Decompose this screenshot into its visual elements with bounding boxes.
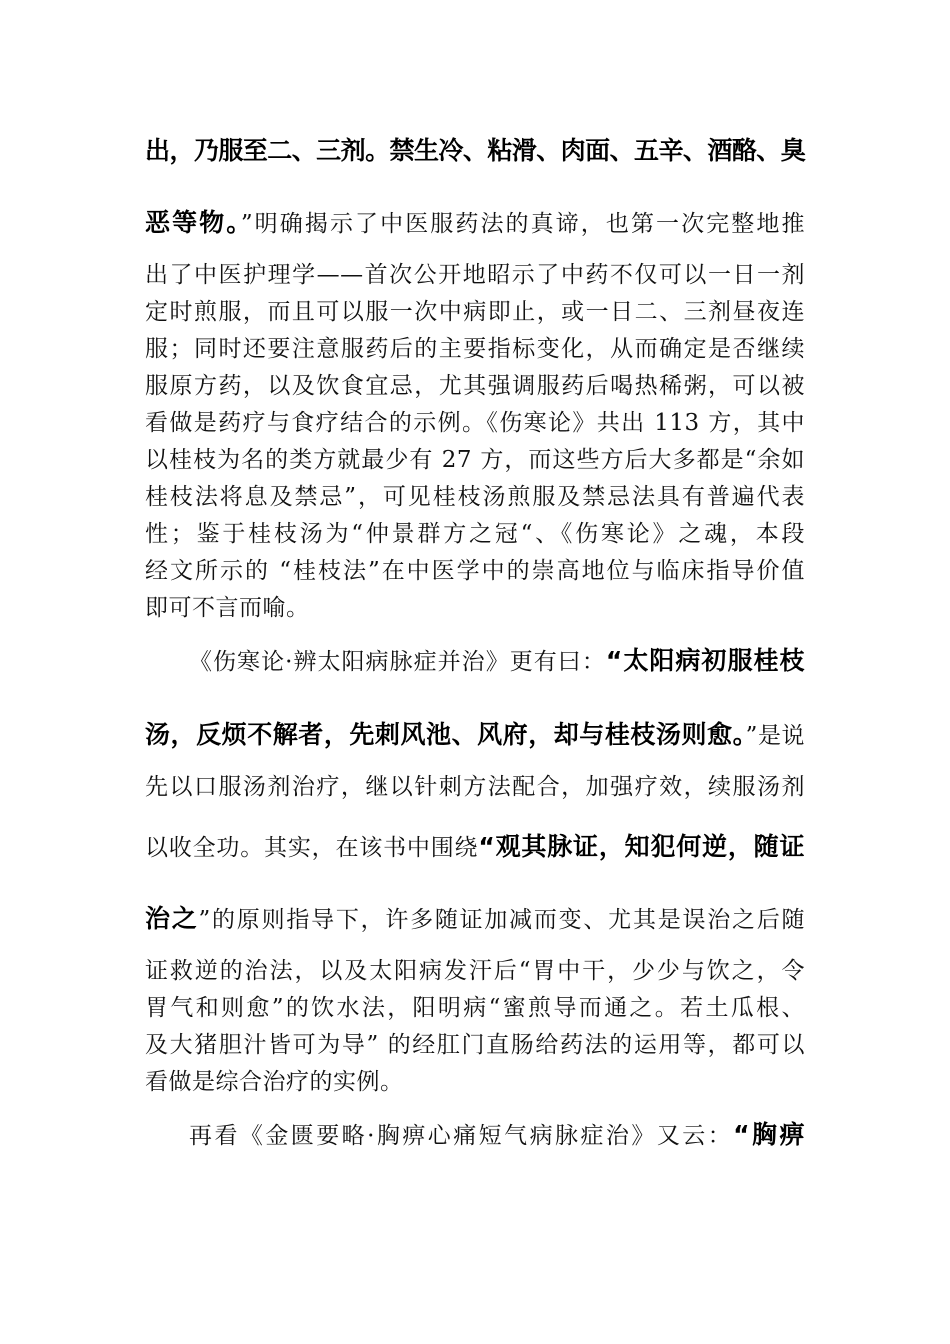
- bold-text-segment: 出，乃服至二、三剂。禁生冷、粘滑、肉面、五辛、酒酪、臭: [145, 136, 805, 165]
- text-line: [145, 479, 805, 515]
- text-segment: 再看《金匮要略·胸痹心痛短气病脉症治》又云：: [189, 1123, 734, 1149]
- text-line: [145, 331, 805, 367]
- text-segment: 看做是综合治疗的实例。: [145, 1069, 404, 1095]
- text-line: [145, 769, 805, 805]
- text-segment: 即可不言而喻。: [145, 595, 310, 621]
- text-segment: 证救逆的治法，以及太阳病发汗后“胃中干，少少与饮之，令: [145, 958, 805, 984]
- bold-text-segment: “观其脉证，知犯何逆，随证: [478, 832, 805, 861]
- text-line: [145, 1027, 805, 1063]
- paragraph-first-line: [189, 643, 805, 679]
- text-segment: 经文所示的 “桂枝法”在中医学中的崇高地位与临床指导价值: [145, 558, 805, 584]
- text-segment: 看做是药疗与食疗结合的示例。《伤寒论》共出 113 方，其中: [145, 410, 805, 436]
- text-segment: 先以口服汤剂治疗，继以针刺方法配合，加强疗效，续服汤剂: [145, 774, 805, 800]
- bold-text-segment: “胸痹: [733, 1120, 805, 1149]
- text-segment: 服；同时还要注意服药后的主要指标变化，从而确定是否继续: [145, 336, 805, 362]
- text-line: [145, 901, 805, 937]
- text-line: [145, 294, 805, 330]
- text-segment: ”是说: [745, 723, 805, 749]
- paragraph-first-line: [189, 1117, 805, 1153]
- text-segment: 桂枝法将息及禁忌”，可见桂枝汤煎服及禁忌法具有普遍代表: [145, 484, 805, 510]
- text-line: [145, 516, 805, 552]
- text-line: [145, 368, 805, 404]
- bold-text-segment: 恶等物。: [145, 208, 241, 237]
- text-line: [145, 829, 805, 865]
- text-line: [145, 442, 805, 478]
- text-line: [145, 717, 805, 753]
- text-line: [145, 257, 805, 293]
- text-segment: 以桂枝为名的类方就最少有 27 方，而这些方后大多都是“余如: [145, 447, 805, 473]
- text-line: [145, 953, 805, 989]
- text-line: [145, 553, 805, 589]
- text-segment: 服原方药，以及饮食宜忌，尤其强调服药后喝热稀粥，可以被: [145, 373, 805, 399]
- text-line: [145, 590, 805, 626]
- text-segment: 胃气和则愈”的饮水法，阳明病“蜜煎导而通之。若土瓜根、: [145, 995, 805, 1021]
- text-segment: ”的原则指导下，许多随证加减而变、尤其是误治之后随: [198, 907, 805, 933]
- text-line: [145, 405, 805, 441]
- text-segment: 性；鉴于桂枝汤为“仲景群方之冠“、《伤寒论》之魂，本段: [145, 521, 805, 547]
- text-segment: 及大猪胆汁皆可为导” 的经肛门直肠给药法的运用等，都可以: [145, 1032, 805, 1058]
- text-segment: 以收全功。其实，在该书中围绕: [145, 835, 479, 861]
- text-segment: ”明确揭示了中医服药法的真谛，也第一次完整地推: [240, 211, 805, 237]
- bold-text-segment: “太阳病初服桂枝: [605, 646, 806, 675]
- text-segment: 《伤寒论·辨太阳病脉症并治》更有曰：: [189, 649, 606, 675]
- text-segment: 定时煎服，而且可以服一次中病即止，或一日二、三剂昼夜连: [145, 299, 805, 325]
- text-line: [145, 990, 805, 1026]
- text-line: [145, 133, 805, 169]
- bold-text-segment: 汤，反烦不解者，先刺风池、风府，却与桂枝汤则愈。: [145, 720, 746, 749]
- text-line: [145, 1064, 805, 1100]
- text-segment: 出了中医护理学——首次公开地昭示了中药不仅可以一日一剂: [145, 262, 805, 288]
- text-line: [145, 205, 805, 241]
- bold-text-segment: 治之: [145, 904, 199, 933]
